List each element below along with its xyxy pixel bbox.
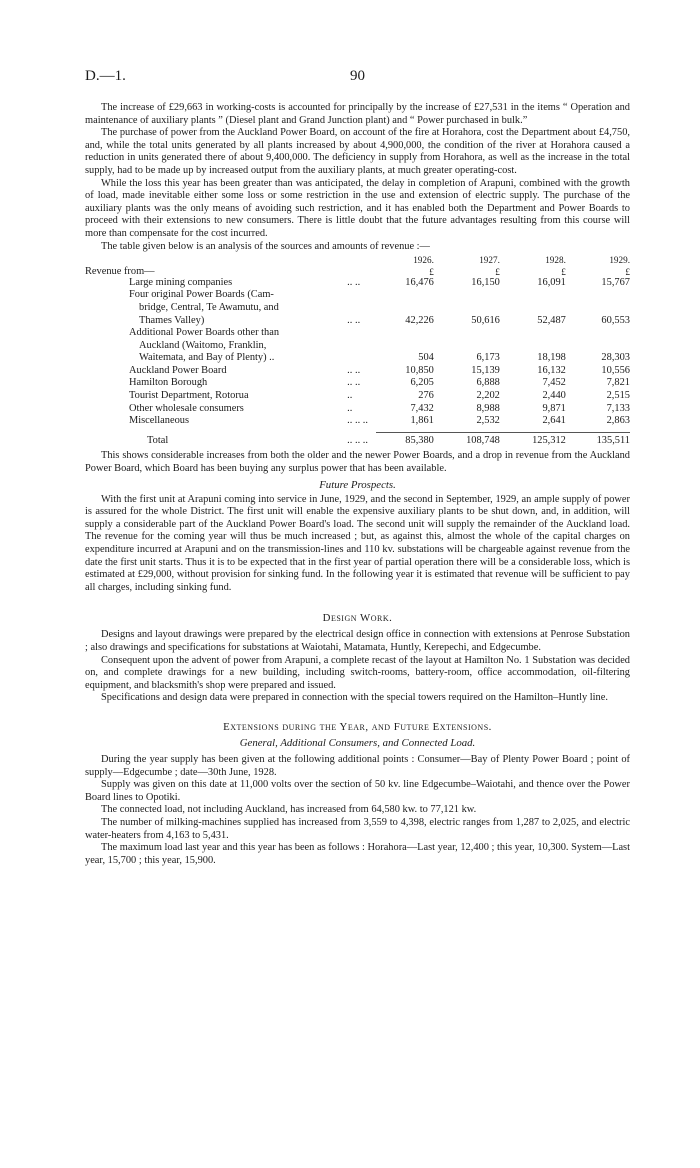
section-subheading-general: General, Additional Consumers, and Connected Load. <box>239 736 476 749</box>
paragraph: The purchase of power from the Auckland Power Board, on account of the fire at Horahora, cost the Department about £4,750, and, while the total units generated by all plants increased by about 4,900,000, the condition of the river at Horahora caused a reduction in units generated there of about 9,400,000. The deficiency in supply from Horahora, as well as the increase in the total supply, had to be made up by increased output from the auxiliary plants, at much greater operating-cost. <box>85 127 630 176</box>
table-cell: 2,532 <box>476 415 500 427</box>
table-cell: 7,133 <box>606 402 630 414</box>
table-cell: 2,202 <box>476 390 500 402</box>
table-row <box>85 289 630 302</box>
table-row-continuation <box>85 340 630 353</box>
total-cell: 85,380 <box>405 434 434 446</box>
currency-symbol: £ <box>561 266 566 277</box>
row-label: Miscellaneous <box>129 415 190 427</box>
row-label: Thames Valley) <box>139 314 205 326</box>
leader-dots: .. .. .. <box>347 434 368 446</box>
table-cell: 1,861 <box>410 415 434 427</box>
table-row-continuation <box>85 352 630 365</box>
paragraph: The connected load, not including Auckland, has increased from 64,580 kw. to 77,121 kw. <box>101 804 477 816</box>
currency-symbol: £ <box>495 266 500 277</box>
year-label: 1928. <box>545 255 566 266</box>
paragraph: Designs and layout drawings were prepared by the electrical design office in connection with extensions at Penrose Substation ; also drawings and specifications for substations at Waiotahi, Matamata, Huntly, Kerepechi, and Edgecumbe. <box>85 629 630 653</box>
year-label: 1929. <box>609 255 630 266</box>
table-row <box>85 277 630 290</box>
row-label: Waitemata, and Bay of Plenty) .. <box>139 352 275 364</box>
total-cell: 135,511 <box>596 434 630 446</box>
row-label: Hamilton Borough <box>129 377 208 389</box>
table-cell: 6,173 <box>476 352 500 364</box>
paragraph: During the year supply has been given at the following additional points : Consumer—Bay of Plenty Power Board ; point of supply—Edgecumbe ; date—30th June, 1928. <box>85 753 630 778</box>
table-row <box>85 365 630 378</box>
leader-dots: .. .. .. <box>347 415 368 427</box>
table-cell: 7,432 <box>410 402 434 414</box>
table-row <box>85 390 630 403</box>
paragraph: The maximum load last year and this year has been as follows : Horahora—Last year, 12,400 ; this year, 10,300. System—Last year, 15,700 ; this year, 15,900. <box>85 842 630 866</box>
row-label: Large mining companies <box>129 276 233 288</box>
table-cell: 7,452 <box>542 377 566 389</box>
leader-dots <box>347 352 376 365</box>
section-heading-extensions: Extensions during the Year, and Future Extensions. <box>223 720 492 733</box>
table-cell: 2,440 <box>542 390 566 402</box>
table-cell: 276 <box>418 390 434 402</box>
page-number: 90 <box>350 68 365 84</box>
leader-dots: .. .. <box>347 314 361 326</box>
row-label: bridge, Central, Te Awamutu, and <box>139 301 279 313</box>
table-row-continuation <box>85 302 630 315</box>
table-cell: 7,821 <box>606 377 630 389</box>
revenue-table <box>85 254 630 447</box>
table-cell: 28,303 <box>601 352 630 364</box>
total-cell: 108,748 <box>466 434 500 446</box>
row-label: Other wholesale consumers <box>129 402 244 414</box>
table-cell: 18,198 <box>537 352 566 364</box>
paragraph: The increase of £29,663 in working-costs is accounted for principally by the increase of £27,531 in the items “ Operation and maintenance of auxiliary plants ” (Diesel plant and Grand Junction plant) and “ Power purchased in bulk.” <box>85 102 630 126</box>
total-cell: 125,312 <box>532 434 566 446</box>
table-row-continuation <box>85 315 630 328</box>
table-cell: 2,515 <box>606 390 630 402</box>
document-page <box>85 68 630 867</box>
leader-dots: .. <box>347 390 353 402</box>
table-header-years <box>85 254 630 267</box>
paragraph: The table given below is an analysis of the sources and amounts of revenue :— <box>101 240 430 252</box>
section-heading-design-work: Design Work. <box>322 612 393 625</box>
leader-dots: .. <box>347 402 353 414</box>
leader-dots: .. .. <box>347 276 361 288</box>
table-cell: 10,850 <box>405 364 434 376</box>
table-cell: 8,988 <box>476 402 500 414</box>
row-label: Auckland Power Board <box>129 364 227 376</box>
table-cell: 16,091 <box>537 276 566 288</box>
paragraph: Supply was given on this date at 11,000 volts over the section of 50 kv. line Edgecumbe–Waiotahi, and thence over the Power Board lines to Opotiki. <box>85 779 630 803</box>
leader-dots: .. .. <box>347 364 361 376</box>
paragraph: This shows considerable increases from both the older and the newer Power Boards, and a drop in revenue from the Auckland Power Board, which Board has been buying any surplus power that has been available. <box>85 450 630 475</box>
table-cell: 16,476 <box>405 276 434 288</box>
row-label: Tourist Department, Rotorua <box>129 390 249 402</box>
year-label: 1927. <box>479 255 500 266</box>
table-cell: 16,150 <box>471 276 500 288</box>
table-cell: 60,553 <box>601 314 630 326</box>
currency-symbol: £ <box>625 266 630 277</box>
paragraph: Consequent upon the advent of power from Arapuni, a complete recast of the layout at Hamilton No. 1 Substation was decided on, and complete drawings for a new building, including switch-rooms, battery-room, office accommodation, oil-filtering equipment, and blacksmith's shop were prepared and issued. <box>85 654 630 691</box>
table-cell: 52,487 <box>537 314 566 326</box>
table-row <box>85 415 630 428</box>
year-label: 1926. <box>413 255 434 266</box>
table-total-row <box>85 432 630 447</box>
table-cell: 10,556 <box>601 364 630 376</box>
paragraph: While the loss this year has been greater than was anticipated, the delay in completion of Arapuni, combined with the growth of load, made inevitable either some loss or some restriction in the use and extension of electric supply. The purchase of the auxiliary plants was the only means of avoiding such restriction, and it has enabled both the Department and Power Boards to proceed with their extensions to new consumers. There is little doubt that the future advantages resulting from this course will more than compensate for the cost incurred. <box>85 177 630 239</box>
row-label: Additional Power Boards other than <box>129 327 280 339</box>
table-cell: 15,767 <box>601 276 630 288</box>
total-label: Total <box>147 434 169 446</box>
table-row <box>85 327 630 340</box>
table-row <box>85 403 630 416</box>
row-label: Four original Power Boards (Cam- <box>129 289 274 301</box>
table-cell: 2,641 <box>542 415 566 427</box>
table-header-units <box>85 267 630 277</box>
paragraph: The number of milking-machines supplied has increased from 3,559 to 4,398, electric ranges from 1,287 to 2,025, and electric water-heaters from 4,163 to 5,431. <box>85 816 630 841</box>
currency-symbol: £ <box>429 266 434 277</box>
table-cell: 50,616 <box>471 314 500 326</box>
table-cell: 16,132 <box>537 364 566 376</box>
table-cell: 15,139 <box>471 364 500 376</box>
section-heading-future-prospects: Future Prospects. <box>319 478 396 491</box>
table-cell: 2,863 <box>606 415 630 427</box>
page-header <box>85 68 630 92</box>
table-cell: 6,888 <box>476 377 500 389</box>
document-reference: D.—1. <box>85 68 126 84</box>
table-cell: 6,205 <box>410 377 434 389</box>
table-row <box>85 377 630 390</box>
table-cell: 504 <box>418 352 434 364</box>
paragraph: With the first unit at Arapuni coming into service in June, 1929, and the second in September, 1929, an ample supply of power is assured for the whole District. The first unit will enable the expensive auxiliary plants to be shut down, and, in addition, will supply a considerable part of the Auckland Power Board's load. The second unit will supply the remainder of the Auckland load. The revenue for the coming year will thus be much increased ; but, as against this, almost the whole of the capital charges on expenditure incurred at Arapuni and on the transmission-lines and 110 kv. substations will be chargeable against revenue from the date the first unit starts. Thus it is to be expected that in the first year of partial operation there will be a considerable loss, which is estimated at £29,000, without provision for sinking fund. In the following year it is estimated that revenue will be sufficient to pay all charges, including sinking fund. <box>85 493 630 593</box>
paragraph: Specifications and design data were prepared in connection with the special towers required on the Hamilton–Huntly line. <box>101 692 608 704</box>
row-label: Auckland (Waitomo, Franklin, <box>139 339 267 351</box>
table-cell: 9,871 <box>542 402 566 414</box>
revenue-heading: Revenue from— <box>85 265 155 277</box>
table-cell: 42,226 <box>405 314 434 326</box>
leader-dots: .. .. <box>347 377 361 389</box>
